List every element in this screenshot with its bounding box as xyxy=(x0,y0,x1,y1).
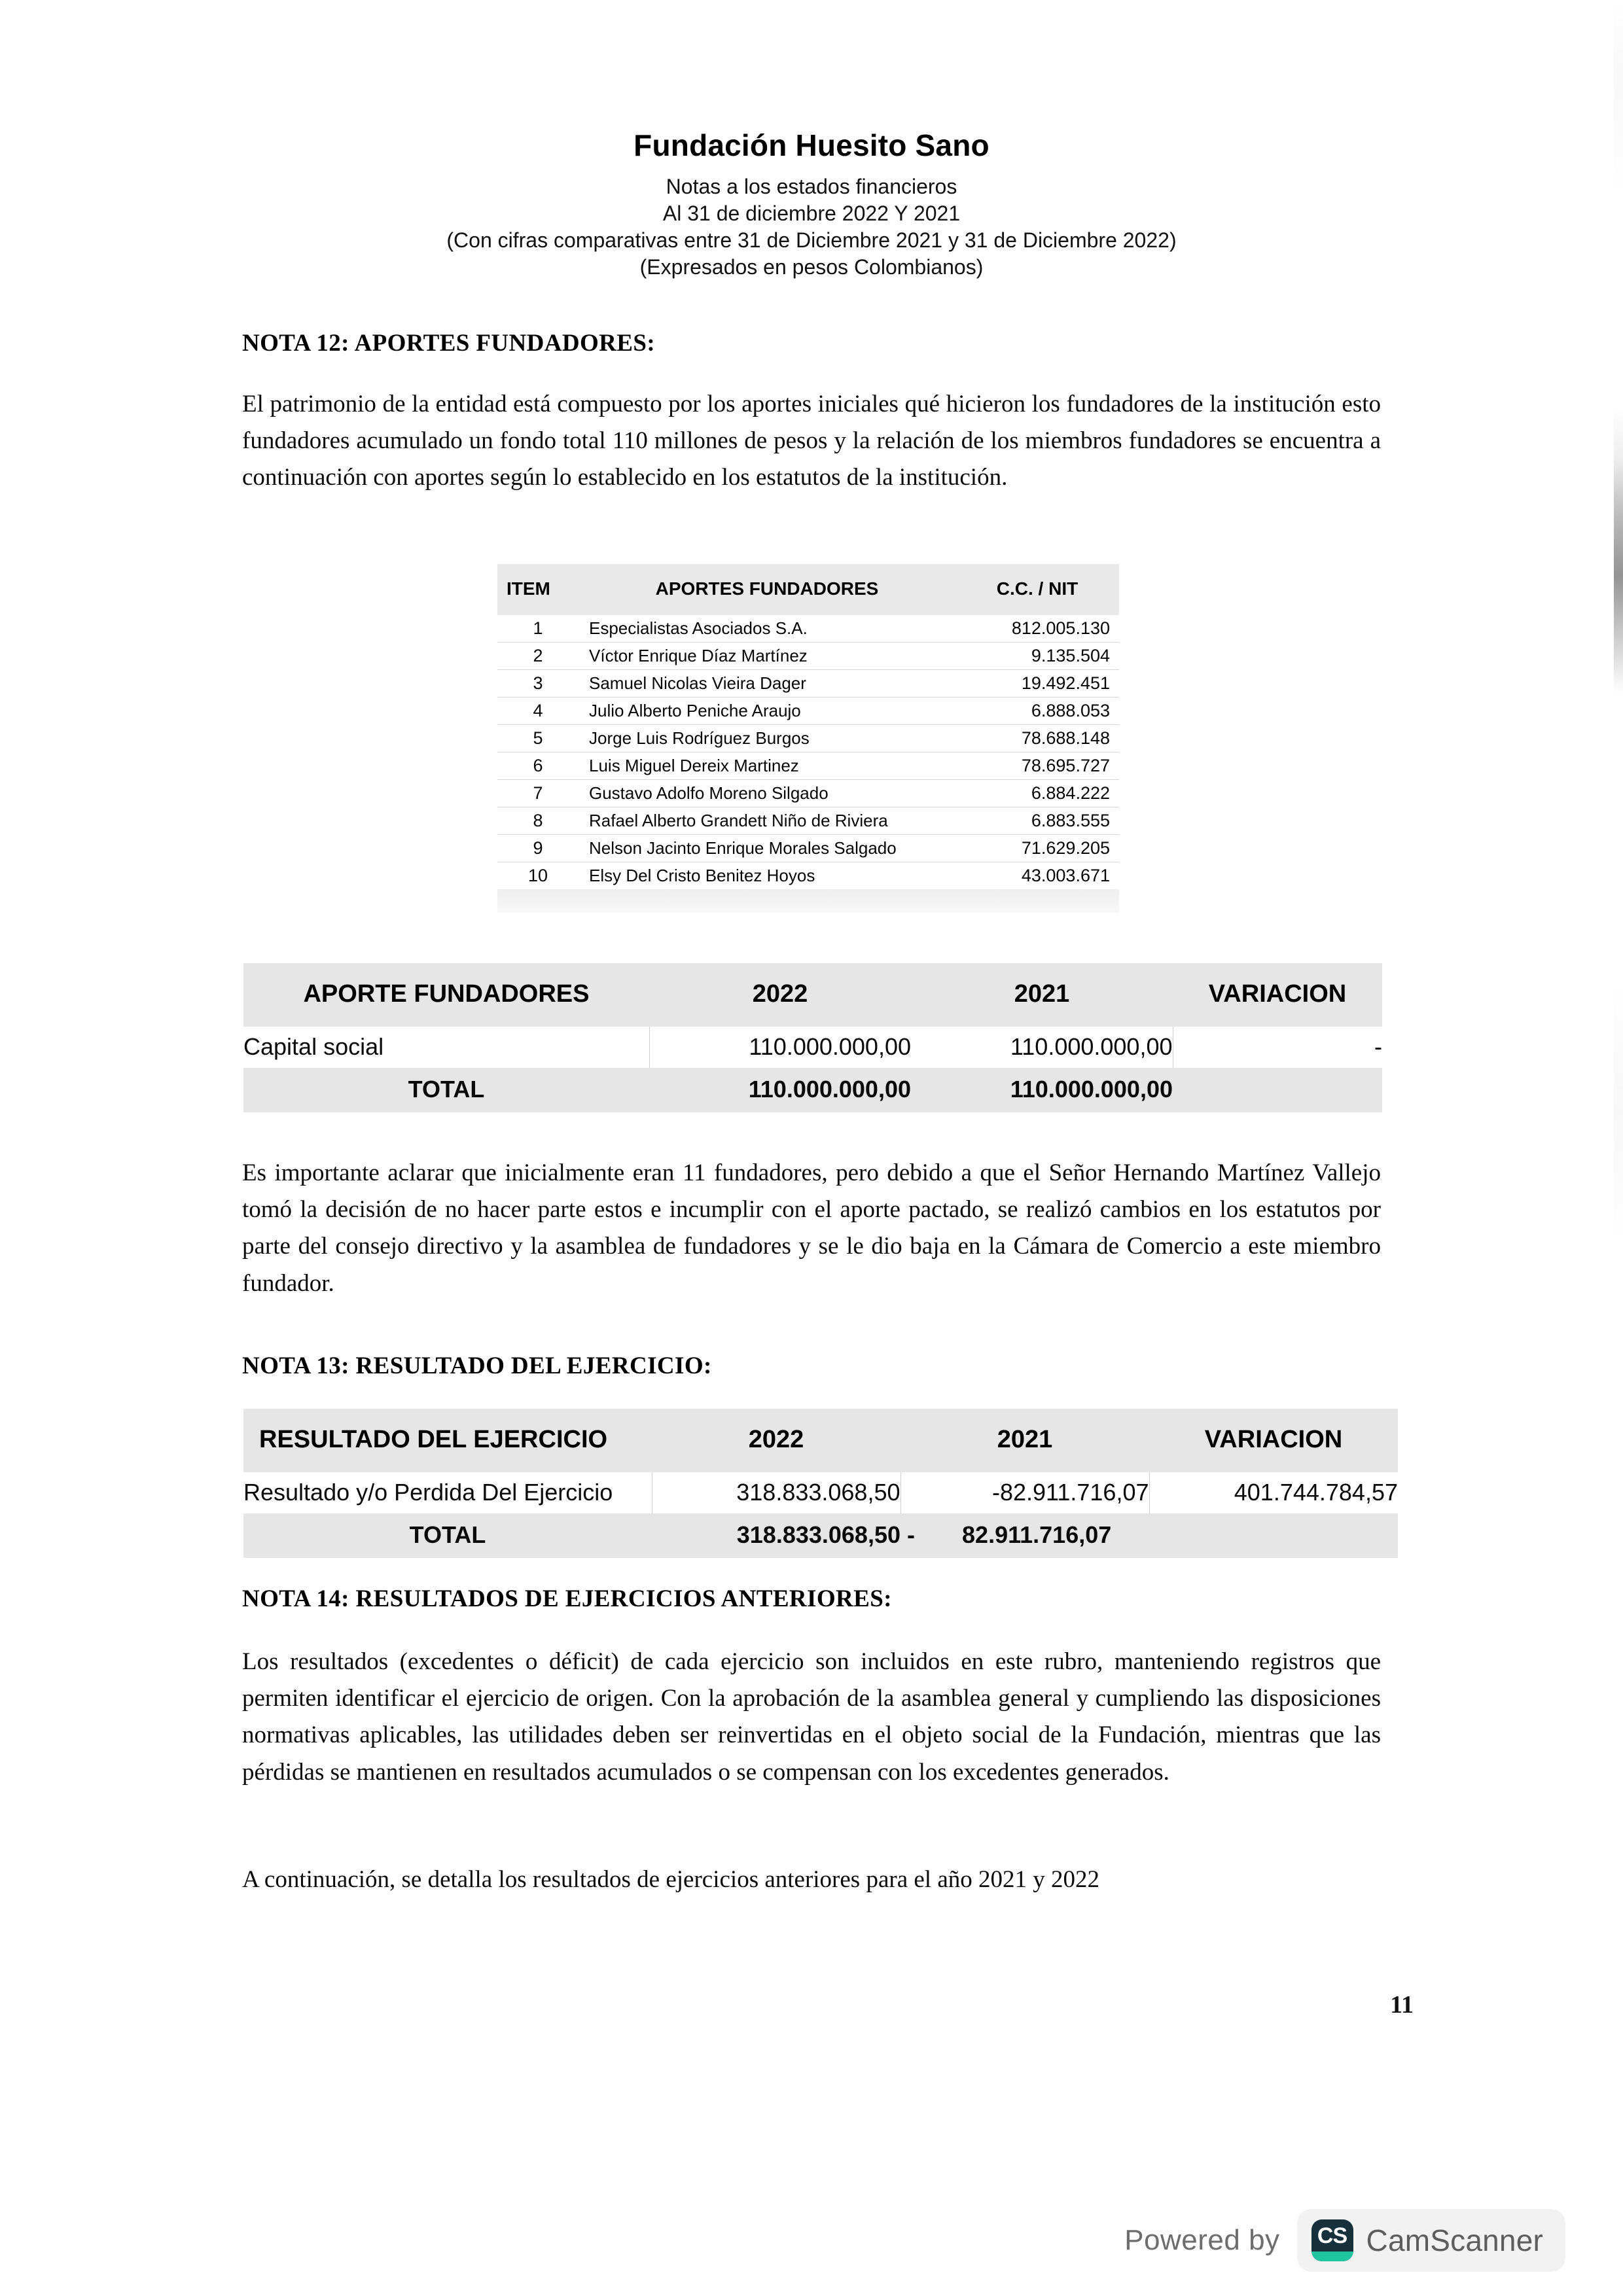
cell-item: 9 xyxy=(497,835,579,862)
table-row xyxy=(497,698,1119,725)
cell-nit: 6.883.555 xyxy=(955,807,1119,835)
camscanner-logo-accent xyxy=(1311,2252,1353,2261)
column-header-2021: 2021 xyxy=(901,1409,1149,1472)
note-12-paragraph: El patrimonio de la entidad está compuesto por los aportes iniciales qué hicieron los fundadores de la institución esto fundadores acumulado un fondo total 110 millones de pesos y la relación de los miembros fundadores se encuentra a continuación con aportes según lo establecido en los estatutos de la institución. xyxy=(242,391,1381,491)
note-12-heading: NOTA 12: APORTES FUNDADORES: xyxy=(242,330,656,357)
column-header-variacion: VARIACION xyxy=(1149,1409,1398,1472)
table-row xyxy=(497,835,1119,862)
cell-nit: 43.003.671 xyxy=(955,862,1119,890)
cell-item: 2 xyxy=(497,643,579,670)
table-total-row xyxy=(243,1513,1398,1558)
table-header-row xyxy=(497,564,1119,615)
table-header-row xyxy=(243,1409,1398,1472)
table-row xyxy=(497,670,1119,698)
cell-name: Luis Miguel Dereix Martinez xyxy=(579,752,955,780)
founders-table-header xyxy=(497,564,1119,615)
table-row xyxy=(243,1027,1382,1068)
column-header-2021: 2021 xyxy=(911,963,1173,1027)
column-header-aporte-fundadores: APORTE FUNDADORES xyxy=(243,963,649,1027)
cell-2021: 110.000.000,00 xyxy=(911,1027,1173,1068)
aporte-fundadores-table xyxy=(243,963,1382,1112)
cell-variacion: - xyxy=(1173,1027,1382,1068)
table-header-row xyxy=(243,963,1382,1027)
column-header-2022: 2022 xyxy=(649,963,911,1027)
table-row xyxy=(497,643,1119,670)
note-14-paragraph-1: Los resultados (excedentes o déficit) de cada ejercicio son incluidos en este rubro, manteniendo registros que permiten identificar el ejercicio de origen. Con la aprobación de la asamblea general y cumpliendo las disposiciones normativas aplicables, las utilidades deben ser reinvertidas en el objeto social de la Fundación, mientras que las pérdidas se mantienen en resultados acumulados o se compensan con los excedentes generados. xyxy=(242,1648,1381,1786)
header-subtitle-line-2: Al 31 de diciembre 2022 Y 2021 xyxy=(662,201,961,225)
cell-total-dash: - xyxy=(907,1521,915,1548)
note-14-heading: NOTA 14: RESULTADOS DE EJERCICIOS ANTERIORES: xyxy=(242,1585,892,1612)
camscanner-footer xyxy=(1124,2209,1565,2272)
cell-name: Víctor Enrique Díaz Martínez xyxy=(579,643,955,670)
cell-name: Gustavo Adolfo Moreno Silgado xyxy=(579,780,955,807)
cell-name: Nelson Jacinto Enrique Morales Salgado xyxy=(579,835,955,862)
cell-nit: 78.688.148 xyxy=(955,725,1119,752)
table-row xyxy=(497,780,1119,807)
cell-item: 1 xyxy=(497,615,579,643)
note-13-heading: NOTA 13: RESULTADO DEL EJERCICIO: xyxy=(242,1352,712,1379)
aporte-table-body xyxy=(243,1027,1382,1112)
table-row xyxy=(497,615,1119,643)
page-number: 11 xyxy=(1390,1991,1414,2019)
column-header-2022: 2022 xyxy=(652,1409,901,1472)
column-header-variacion: VARIACION xyxy=(1173,963,1382,1027)
cell-name: Especialistas Asociados S.A. xyxy=(579,615,955,643)
cell-label: Capital social xyxy=(243,1027,649,1068)
cell-variacion: 401.744.784,57 xyxy=(1149,1472,1398,1513)
cell-nit: 812.005.130 xyxy=(955,615,1119,643)
column-header-item: ITEM xyxy=(497,564,579,615)
cell-total-2021: 110.000.000,00 xyxy=(911,1068,1173,1112)
header-subtitle-line-4: (Expresados en pesos Colombianos) xyxy=(639,255,984,279)
cell-name: Julio Alberto Peniche Araujo xyxy=(579,698,955,725)
table-row xyxy=(497,725,1119,752)
header-subtitle-line-3: (Con cifras comparativas entre 31 de Diciembre 2021 y 31 de Diciembre 2022) xyxy=(446,228,1177,252)
cell-nit: 19.492.451 xyxy=(955,670,1119,698)
cell-name: Samuel Nicolas Vieira Dager xyxy=(579,670,955,698)
founders-table-bottom-shade xyxy=(497,889,1119,913)
cell-item: 8 xyxy=(497,807,579,835)
cell-name: Jorge Luis Rodríguez Burgos xyxy=(579,725,955,752)
cell-nit: 78.695.727 xyxy=(955,752,1119,780)
cell-total-2022: 110.000.000,00 xyxy=(649,1068,911,1112)
cell-name: Rafael Alberto Grandett Niño de Riviera xyxy=(579,807,955,835)
aporte-table-header xyxy=(243,963,1382,1027)
cell-item: 7 xyxy=(497,780,579,807)
column-header-aportes-fundadores: APORTES FUNDADORES xyxy=(579,564,955,615)
cell-name: Elsy Del Cristo Benitez Hoyos xyxy=(579,862,955,890)
resultado-ejercicio-table xyxy=(243,1409,1398,1558)
scan-edge-artifact xyxy=(1614,0,1623,2296)
cell-2022: 110.000.000,00 xyxy=(649,1027,911,1068)
column-header-cc-nit: C.C. / NIT xyxy=(955,564,1119,615)
camscanner-brand-name: CamScanner xyxy=(1366,2223,1543,2257)
cell-item: 5 xyxy=(497,725,579,752)
cell-nit: 9.135.504 xyxy=(955,643,1119,670)
table-row xyxy=(497,807,1119,835)
cell-total-2021-value: 82.911.716,07 xyxy=(962,1521,1112,1548)
table-row xyxy=(497,752,1119,780)
cell-total-variacion xyxy=(1173,1068,1382,1112)
resultado-ejercicio-table-container xyxy=(243,1409,1398,1558)
page-title: Fundación Huesito Sano xyxy=(633,128,990,162)
cell-2021: -82.911.716,07 xyxy=(901,1472,1149,1513)
cell-item: 6 xyxy=(497,752,579,780)
document-header xyxy=(0,0,1623,281)
cell-nit: 71.629.205 xyxy=(955,835,1119,862)
founders-table xyxy=(497,564,1119,889)
camscanner-logo-icon xyxy=(1311,2219,1353,2261)
note-14-paragraph-2: A continuación, se detalla los resultados de ejercicios anteriores para el año 2021 y 2022 xyxy=(242,1866,1099,1893)
header-subtitle-line-1: Notas a los estados financieros xyxy=(666,175,957,198)
column-header-resultado-del-ejercicio: RESULTADO DEL EJERCICIO xyxy=(243,1409,652,1472)
cell-nit: 6.884.222 xyxy=(955,780,1119,807)
cell-item: 3 xyxy=(497,670,579,698)
resultado-table-header xyxy=(243,1409,1398,1472)
note-12-paragraph-after: Es importante aclarar que inicialmente eran 11 fundadores, pero debido a que el Señor Hernando Martínez Vallejo tomó la decisión de no hacer parte estos e incumplir con el aporte pactado, se realizó cambios en los estatutos por parte del consejo directivo y la asamblea de fundadores y se le dio baja en la Cámara de Comercio a este miembro fundador. xyxy=(242,1159,1381,1297)
cell-total-label: TOTAL xyxy=(243,1068,649,1112)
table-total-row xyxy=(243,1068,1382,1112)
cell-label: Resultado y/o Perdida Del Ejercicio xyxy=(243,1472,652,1513)
table-row xyxy=(243,1472,1398,1513)
cell-total-2022: 318.833.068,50 xyxy=(652,1513,901,1558)
powered-by-label: Powered by xyxy=(1124,2224,1280,2256)
founders-table-body xyxy=(497,615,1119,889)
table-row xyxy=(497,862,1119,890)
cell-2022: 318.833.068,50 xyxy=(652,1472,901,1513)
founders-table-container xyxy=(497,564,1119,913)
cell-nit: 6.888.053 xyxy=(955,698,1119,725)
aporte-fundadores-table-container xyxy=(243,963,1382,1112)
cell-item: 10 xyxy=(497,862,579,890)
camscanner-logo-letters: CS xyxy=(1317,2223,1347,2248)
cell-total-2021 xyxy=(901,1513,1149,1558)
cell-item: 4 xyxy=(497,698,579,725)
cell-total-label: TOTAL xyxy=(243,1513,652,1558)
camscanner-badge xyxy=(1297,2209,1565,2272)
resultado-table-body xyxy=(243,1472,1398,1558)
cell-total-variacion xyxy=(1149,1513,1398,1558)
